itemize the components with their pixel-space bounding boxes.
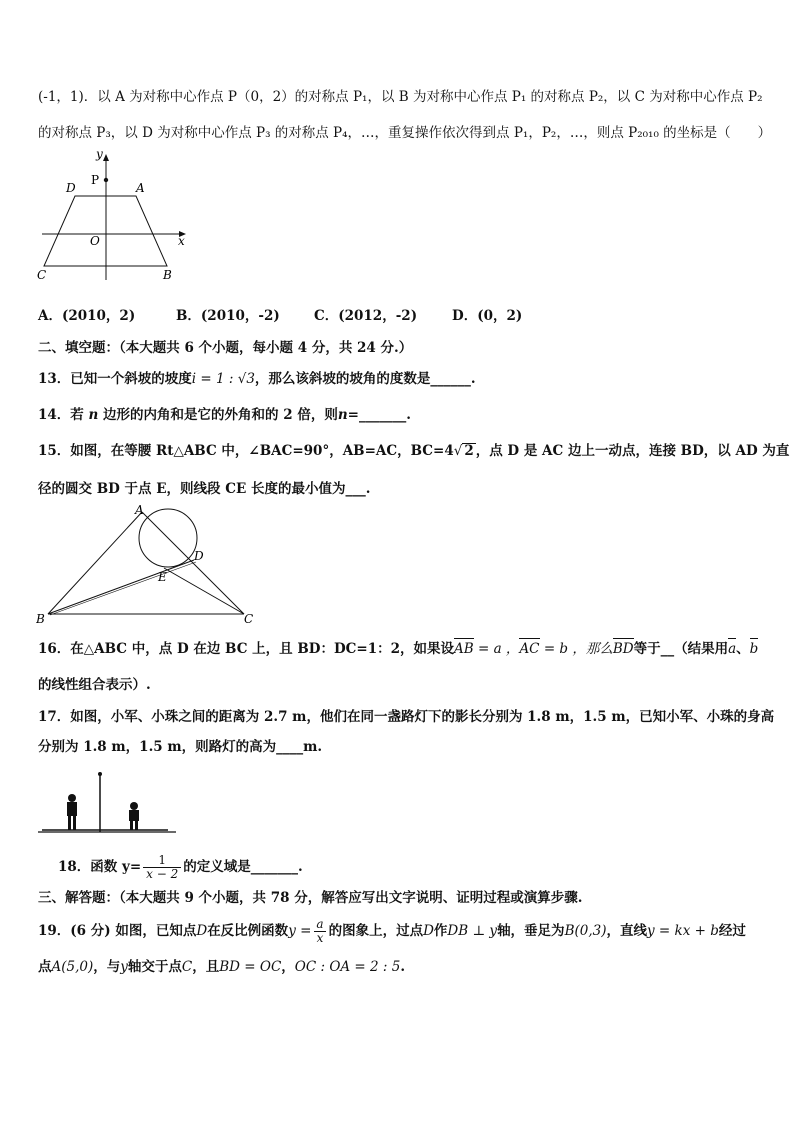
q19-perp: DB ⊥ y [447, 923, 498, 939]
segment-ec [164, 568, 244, 614]
q15-line1: 15．如图，在等腰 Rt△ABC 中，∠BAC=90°，AB=AC，BC=4√ 2 ，点 D 是 AC 边上一动点，连接 BD，以 AD 为直 [38, 443, 790, 459]
q19-text-e: 轴，垂足为 [497, 923, 565, 939]
q14-n2: n [337, 407, 348, 423]
q16-text-a: 16．在△ABC 中，点 D 在边 BC 上，且 BD：DC=1：2，如果设 [38, 641, 455, 657]
q19-fy: y = [288, 923, 312, 939]
q19-text-2b: ，与 [93, 959, 121, 975]
q19-text-b: 在反比例函数 [207, 923, 289, 939]
q19-line2 [38, 958, 405, 976]
label-b: B [163, 268, 172, 282]
q19-c: C [181, 959, 193, 975]
q16-eq-a: = a ， [473, 641, 520, 657]
person-xiaojun-icon [67, 794, 77, 830]
q19-text-2a: 点 [38, 959, 52, 975]
q17-line1: 17．如图，小军、小珠之间的距离为 2.7 m，他们在同一盏路灯下的影长分别为 1.8 m，1.5 m，已知小军、小珠的身高 [38, 709, 775, 725]
q19-text-d: 作 [433, 923, 448, 939]
q19-text-c: 的图象上，过点 [328, 923, 424, 939]
label-x: x [178, 234, 185, 248]
label-o: O [90, 234, 100, 248]
q19-yaxis: y [120, 959, 128, 975]
segment-bd [48, 560, 194, 614]
section-solutions-heading: 三、解答题：（本大题共 9 个小题，共 78 分，解答应写出文字说明、证明过程或演算步骤. [38, 890, 583, 906]
q19-line-eq: y = kx + b [647, 923, 719, 939]
vector-a: a [728, 641, 737, 657]
vector-ac: AC [519, 641, 540, 657]
q16-eq-b: = b ，那么 [539, 641, 613, 657]
q19-fraction [313, 918, 326, 945]
q12-figure [36, 148, 192, 284]
q16-line2: 的线性组合表示）. [38, 677, 151, 693]
section-fill-blank-heading: 二、填空题：（本大题共 6 个小题，每小题 4 分，共 24 分.） [38, 340, 413, 356]
option-b: B．(2010，-2) [176, 308, 280, 324]
q18-prefix: 18．函数 y= [58, 859, 142, 875]
q19-eq2: OC : OA = 2 : 5 [294, 959, 401, 975]
q12-line2: 的对称点 P₃，以 D 为对称中心作点 P₃ 的对称点 P₄，…，重复操作依次得到点 P₁，P₂，…，则点 P₂₀₁₀ 的坐标是（ ） [38, 125, 772, 141]
label-y: y [96, 148, 103, 161]
q14-suffix: =_______. [347, 407, 411, 423]
q14-middle: 边形的内角和是它的外角和的 2 倍，则 [103, 407, 338, 423]
q14 [38, 406, 411, 424]
q19-text-2c: 轴交于点 [127, 959, 182, 975]
q17-line2: 分别为 1.8 m，1.5 m，则路灯的高为____m. [38, 739, 323, 755]
q19-line1 [38, 918, 746, 945]
q19-text-f: ，直线 [606, 923, 647, 939]
q12-line1: (-1，1)．以 A 为对称中心作点 P（0，2）的对称点 P₁，以 B 为对称中心作点 P₁ 的对称点 P₂，以 C 为对称中心作点 P₂ [38, 89, 763, 105]
q18-numerator: 1 [158, 853, 167, 867]
q17-figure [36, 768, 178, 838]
option-d: D．(0，2) [452, 308, 523, 324]
q19-frac-den: x [314, 931, 327, 945]
q14-n: n [88, 407, 99, 423]
label-a: A [135, 503, 144, 517]
q16-line1 [38, 640, 758, 658]
label-d: D [66, 181, 76, 195]
q18 [58, 852, 303, 882]
q19-b: B(0,3) [564, 923, 607, 939]
q19-text-a: 19．(6 分) 如图，已知点 [38, 923, 197, 939]
label-p: P [91, 173, 100, 187]
label-e: E [158, 570, 167, 584]
q16-sep: 、 [736, 641, 750, 657]
q13-formula: i = 1 : √3 [191, 371, 255, 387]
label-c: C [37, 268, 47, 282]
q19-frac-num: a [316, 917, 324, 931]
q15-text-a: 15．如图，在等腰 Rt△ABC 中，∠BAC=90°，AB=AC，BC=4 [38, 443, 454, 459]
q18-suffix: 的定义域是_______. [183, 859, 303, 875]
q19-text-g: 经过 [718, 923, 746, 939]
option-a: A．(2010，2) [38, 308, 136, 324]
q15-line2: 径的圆交 BD 于点 E，则线段 CE 长度的最小值为___. [38, 481, 371, 497]
q15-text-c: ，点 D 是 AC 边上一动点，连接 BD，以 AD 为直 [475, 443, 790, 459]
q15-figure [36, 502, 266, 626]
q13 [38, 370, 476, 388]
q15-sqrt-value: 2 [464, 443, 474, 459]
option-c: C．(2012，-2) [314, 308, 418, 324]
q18-denominator: x − 2 [143, 867, 181, 881]
vector-ab: AB [454, 641, 474, 657]
q13-prefix: 13．已知一个斜坡的坡度 [38, 371, 192, 387]
y-axis-arrow [103, 154, 109, 161]
q19-eq1: BD = OC [219, 959, 282, 975]
vector-bd: BD [612, 641, 634, 657]
person-xiaozhu-icon [129, 802, 139, 830]
q19-a: A(5,0) [51, 959, 94, 975]
label-c: C [244, 612, 254, 626]
q16-text-b: 等于__（结果用 [633, 641, 729, 657]
q19-text-2d: ，且 [192, 959, 220, 975]
q19-d2: D [423, 923, 434, 939]
q13-suffix: ，那么该斜坡的坡角的度数是______. [254, 371, 476, 387]
q18-fraction [143, 854, 181, 881]
q14-prefix: 14．若 [38, 407, 84, 423]
lamp-light [98, 772, 102, 776]
label-d: D [194, 549, 204, 563]
vector-b: b [749, 641, 759, 657]
point-p [104, 178, 108, 182]
label-a: A [136, 181, 145, 195]
q19-text-2e: ， [281, 959, 295, 975]
label-b: B [36, 612, 45, 626]
q19-text-2f: . [400, 959, 406, 975]
q19-d: D [196, 923, 208, 939]
